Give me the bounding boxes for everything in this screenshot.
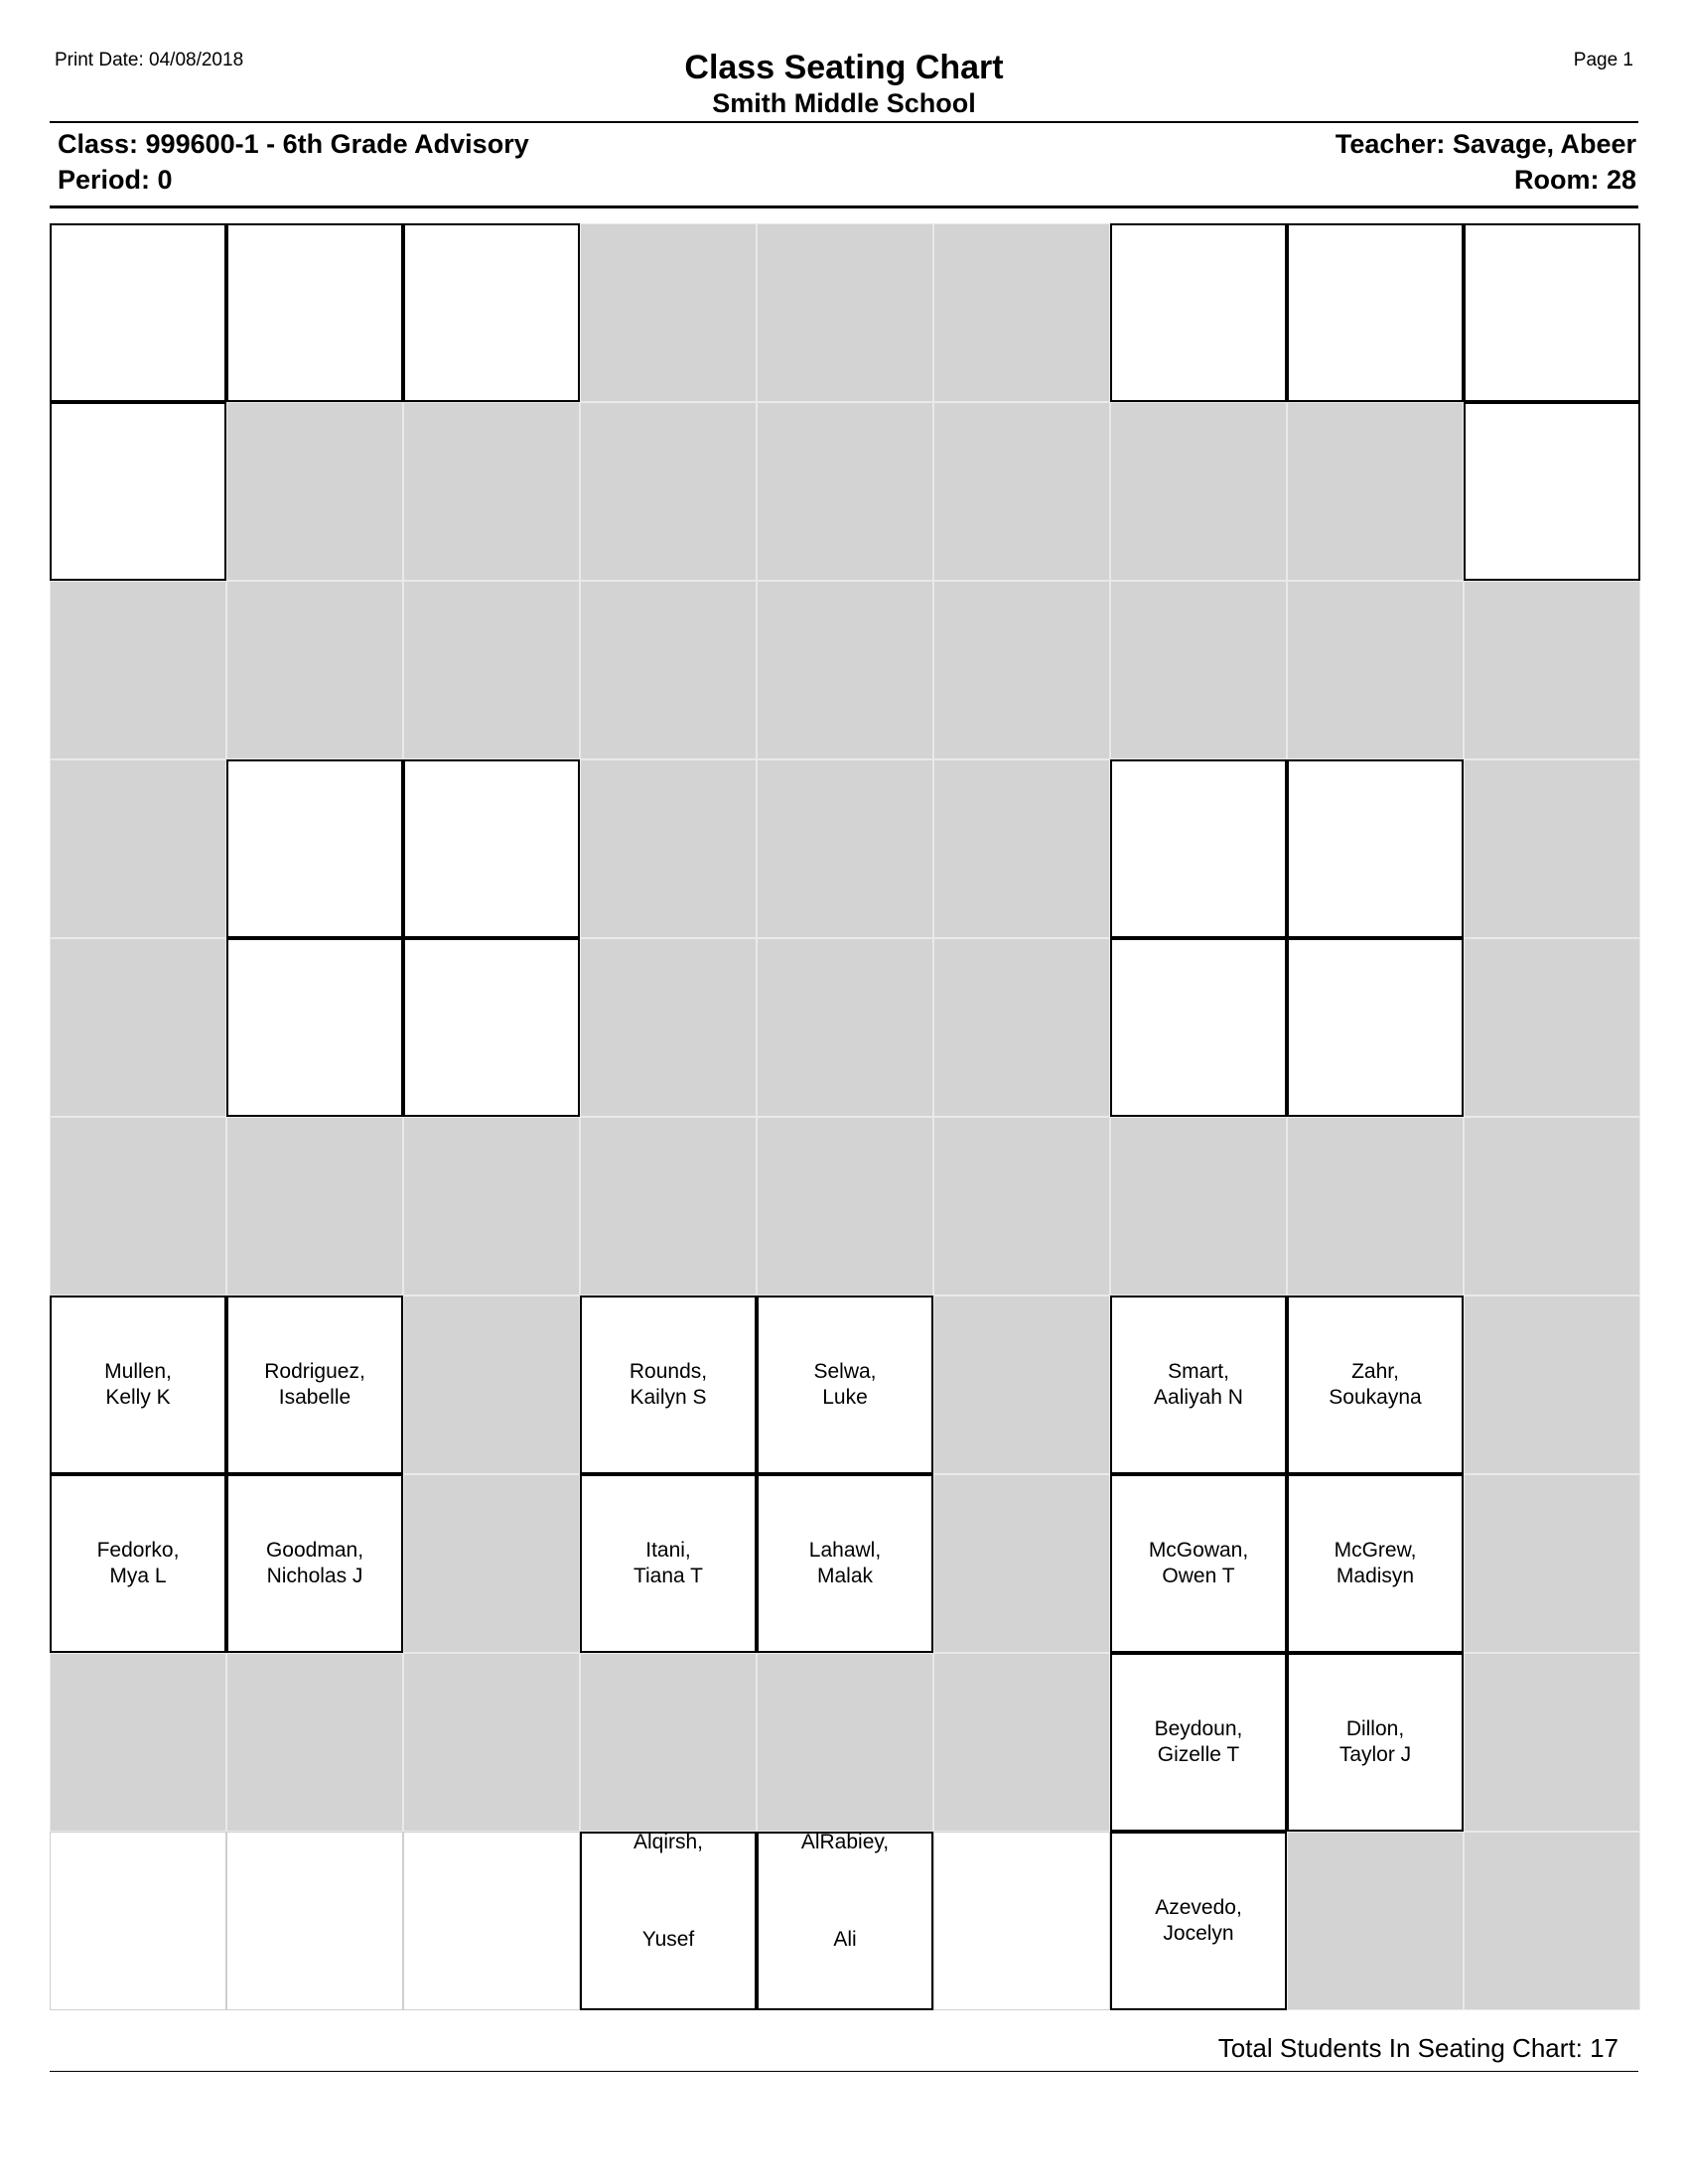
empty-space <box>933 402 1110 581</box>
student-first-name: Isabelle <box>278 1386 352 1409</box>
student-first-name: Tiana T <box>633 1565 704 1587</box>
student-first-name: Owen T <box>1162 1565 1235 1587</box>
empty-space <box>580 581 757 759</box>
empty-space <box>403 1474 580 1653</box>
empty-space <box>226 1653 403 1832</box>
student-seat <box>1287 1653 1464 1832</box>
student-seat <box>50 1474 226 1653</box>
student-last-name: McGrew, <box>1334 1539 1417 1562</box>
student-first-name: Aaliyah N <box>1154 1386 1243 1409</box>
empty-space <box>226 1117 403 1296</box>
teacher-info <box>1336 126 1636 198</box>
empty-space <box>1287 1832 1464 2010</box>
student-first-name: Gizelle T <box>1157 1743 1240 1766</box>
empty-space <box>757 938 933 1117</box>
student-seat <box>50 1296 226 1474</box>
empty-seat <box>1110 759 1287 938</box>
empty-space <box>1464 1653 1640 1832</box>
empty-space <box>1110 581 1287 759</box>
seating-grid <box>50 223 1638 2016</box>
empty-space <box>403 1296 580 1474</box>
student-seat <box>757 1474 933 1653</box>
empty-seat <box>1287 223 1464 402</box>
empty-space <box>403 1117 580 1296</box>
room-label: Room: 28 <box>1513 165 1636 195</box>
student-seat <box>580 1474 757 1653</box>
empty-seat <box>1464 223 1640 402</box>
student-seat <box>580 1296 757 1474</box>
empty-space <box>1110 1117 1287 1296</box>
student-last-name: Alqirsh, <box>633 1831 704 1853</box>
student-first-name: Mya L <box>109 1565 167 1587</box>
empty-seat <box>1287 759 1464 938</box>
empty-space <box>933 1296 1110 1474</box>
empty-space <box>50 581 226 759</box>
total-students: Total Students In Seating Chart: 17 <box>1217 2033 1618 2063</box>
empty-seat <box>50 402 226 581</box>
student-last-name: McGowan, <box>1148 1539 1249 1562</box>
empty-space <box>226 581 403 759</box>
student-last-name: Zahr, <box>1351 1360 1399 1383</box>
student-last-name: Rodriguez, <box>264 1360 365 1383</box>
empty-space <box>50 1653 226 1832</box>
empty-space <box>757 581 933 759</box>
empty-space <box>933 1117 1110 1296</box>
empty-space <box>1464 938 1640 1117</box>
student-first-name: Taylor J <box>1338 1743 1412 1766</box>
student-first-name: Kailyn S <box>630 1386 707 1409</box>
class-info <box>58 126 529 198</box>
empty-seat <box>226 1832 403 2010</box>
student-first-name: Ali <box>833 1928 857 1951</box>
empty-space <box>1287 402 1464 581</box>
empty-space <box>933 581 1110 759</box>
student-first-name: Soukayna <box>1329 1386 1422 1409</box>
student-seat <box>1287 1474 1464 1653</box>
student-seat <box>226 1296 403 1474</box>
empty-space <box>50 1117 226 1296</box>
empty-seat <box>1110 938 1287 1117</box>
class-label: Class: 999600-1 - 6th Grade Advisory <box>58 129 529 159</box>
empty-space <box>933 938 1110 1117</box>
student-first-name: Malak <box>816 1565 874 1587</box>
student-seat <box>1110 1474 1287 1653</box>
empty-space <box>1464 1474 1640 1653</box>
student-seat <box>757 1832 933 2010</box>
student-seat <box>1287 1296 1464 1474</box>
empty-space <box>1110 402 1287 581</box>
student-last-name: Fedorko, <box>96 1539 180 1562</box>
student-first-name: Kelly K <box>105 1386 171 1409</box>
empty-space <box>580 1117 757 1296</box>
student-last-name: Itani, <box>645 1539 691 1562</box>
empty-seat <box>403 1832 580 2010</box>
student-first-name: Jocelyn <box>1163 1922 1234 1945</box>
empty-space <box>757 223 933 402</box>
student-seat <box>1110 1653 1287 1832</box>
empty-space <box>50 938 226 1117</box>
empty-seat <box>1287 938 1464 1117</box>
empty-seat <box>226 759 403 938</box>
empty-space <box>50 759 226 938</box>
empty-seat <box>403 938 580 1117</box>
empty-space <box>226 402 403 581</box>
empty-seat <box>933 1832 1110 2010</box>
empty-seat <box>226 223 403 402</box>
student-seat <box>1110 1832 1287 2010</box>
empty-space <box>580 402 757 581</box>
empty-space <box>1287 1117 1464 1296</box>
empty-space <box>403 402 580 581</box>
student-first-name: Luke <box>822 1386 868 1409</box>
info-divider <box>50 205 1638 208</box>
empty-seat <box>403 223 580 402</box>
empty-space <box>403 581 580 759</box>
empty-space <box>1464 1832 1640 2010</box>
title-block <box>0 48 1688 119</box>
header-divider <box>50 121 1638 123</box>
empty-space <box>580 938 757 1117</box>
student-last-name: Mullen, <box>104 1360 172 1383</box>
student-last-name: Beydoun, <box>1154 1717 1243 1740</box>
page-title: Class Seating Chart <box>684 49 1004 86</box>
student-seat <box>226 1474 403 1653</box>
empty-space <box>1464 1117 1640 1296</box>
student-last-name: Dillon, <box>1345 1717 1405 1740</box>
student-first-name: Yusef <box>641 1928 695 1951</box>
student-last-name: Lahawl, <box>808 1539 882 1562</box>
student-first-name: Madisyn <box>1336 1565 1415 1587</box>
empty-seat <box>403 759 580 938</box>
school-name: Smith Middle School <box>712 88 976 118</box>
empty-seat <box>226 938 403 1117</box>
student-first-name: Nicholas J <box>266 1565 363 1587</box>
teacher-label: Teacher: Savage, Abeer <box>1335 129 1636 159</box>
print-date: Print Date: 04/08/2018 <box>55 50 244 70</box>
empty-space <box>1464 581 1640 759</box>
student-seat <box>580 1832 757 2010</box>
empty-space <box>757 1117 933 1296</box>
empty-space <box>933 1653 1110 1832</box>
empty-space <box>933 1474 1110 1653</box>
footer-divider <box>50 2071 1638 2072</box>
empty-seat <box>1464 402 1640 581</box>
student-seat <box>757 1296 933 1474</box>
student-last-name: Azevedo, <box>1155 1896 1242 1919</box>
empty-seat <box>50 223 226 402</box>
empty-space <box>757 1653 933 1832</box>
student-last-name: Goodman, <box>265 1539 364 1562</box>
empty-space <box>757 759 933 938</box>
empty-seat <box>1110 223 1287 402</box>
empty-space <box>1464 759 1640 938</box>
empty-space <box>933 223 1110 402</box>
student-last-name: Smart, <box>1168 1360 1229 1383</box>
empty-space <box>580 759 757 938</box>
period-label: Period: 0 <box>58 165 173 195</box>
empty-space <box>1287 581 1464 759</box>
empty-space <box>403 1653 580 1832</box>
student-seat <box>1110 1296 1287 1474</box>
empty-space <box>580 1653 757 1832</box>
empty-space <box>580 223 757 402</box>
student-last-name: Rounds, <box>629 1360 708 1383</box>
empty-seat <box>50 1832 226 2010</box>
student-last-name: Selwa, <box>813 1360 877 1383</box>
empty-space <box>933 759 1110 938</box>
student-last-name: AlRabiey, <box>800 1831 890 1853</box>
empty-space <box>757 402 933 581</box>
page-number: Page 1 <box>1573 50 1633 70</box>
empty-space <box>1464 1296 1640 1474</box>
